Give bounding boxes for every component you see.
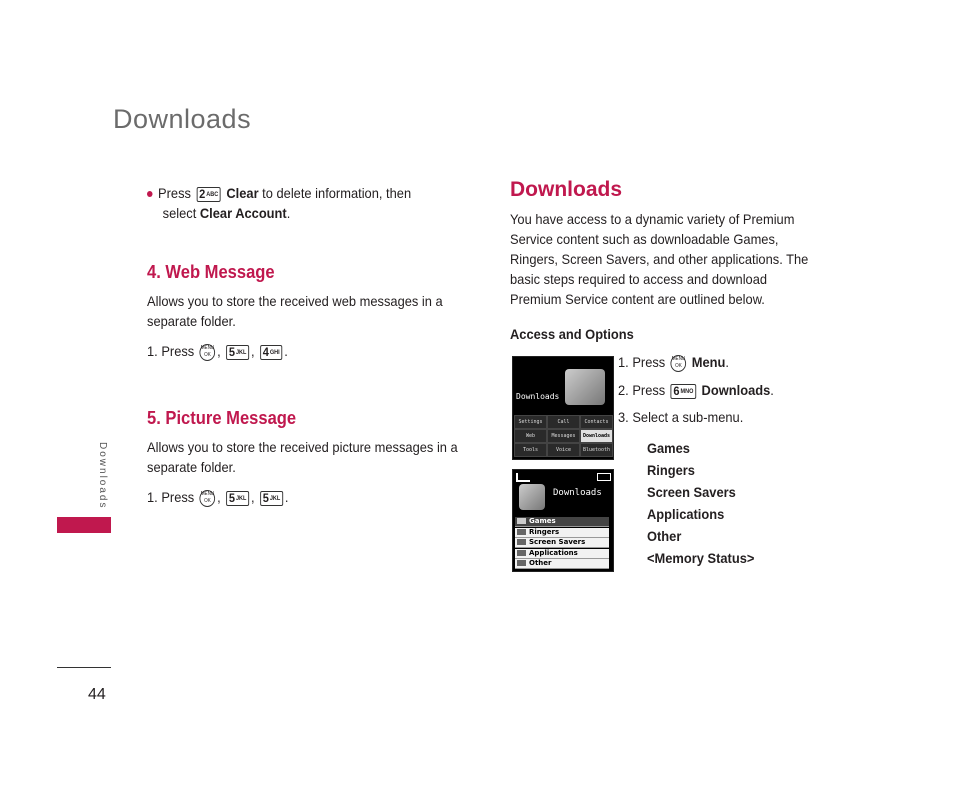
web-message-step: 1. Press MENU OK , 5JKL , 4GHI . [147, 343, 288, 359]
picture-message-description: Allows you to store the received picture messages in a separate folder. [147, 439, 458, 475]
press-text: Press [158, 185, 191, 201]
list-item-screen-savers: Screen Savers [515, 538, 609, 548]
bullet-rest-text: to delete information, then [262, 185, 412, 201]
menu-cell-tools: Tools [514, 443, 547, 457]
phone-screen-main-menu [512, 356, 614, 460]
step-3: 3. Select a sub-menu. [618, 409, 744, 425]
period: . [286, 205, 291, 221]
step-2: 2. Press 6MNO Downloads. [618, 382, 774, 398]
sidebar-tab-marker [57, 517, 111, 533]
phone-screen-downloads [512, 469, 614, 572]
submenu-item-other: Other [647, 528, 682, 544]
folder-icon [565, 369, 605, 405]
screen-title: Downloads [516, 392, 560, 401]
screen-title: Downloads [553, 488, 602, 498]
submenu-item-screen-savers: Screen Savers [647, 484, 736, 500]
submenu-item-ringers: Ringers [647, 462, 695, 478]
menu-cell-settings: Settings [514, 415, 547, 429]
menu-cell-web: Web [514, 429, 547, 443]
menu-cell-bluetooth: Bluetooth [580, 443, 613, 457]
web-message-heading: 4. Web Message [147, 262, 275, 282]
folder-icon [519, 484, 545, 510]
key-5-jkl-icon: 5JKL [226, 491, 249, 506]
menu-cell-downloads: Downloads [580, 429, 613, 443]
downloads-intro: You have access to a dynamic variety of Premium Service content such as downloadable Games, Ringers, Screen Savers, and other applications. The basic steps required to access and download Premium Service content are outlined below. [510, 211, 809, 307]
step-1: 1. Press MENU OK Menu. [618, 354, 729, 370]
web-message-description: Allows you to store the received web messages in a separate folder. [147, 293, 443, 329]
menu-cell-call-history: Call [547, 415, 580, 429]
menu-ok-key-icon: MENU OK [200, 344, 216, 361]
menu-ok-key-icon: MENU OK [671, 355, 687, 372]
key-2-abc-icon: 2ABC [196, 187, 221, 202]
picture-message-heading: 5. Picture Message [147, 408, 297, 428]
access-options-heading: Access and Options [510, 326, 634, 342]
list-item-other: Other [515, 559, 609, 569]
submenu-item-memory-status: <Memory Status> [647, 550, 755, 566]
key-5-jkl-icon: 5JKL [260, 491, 283, 506]
signal-icon [516, 473, 530, 482]
key-5-jkl-icon: 5JKL [226, 345, 249, 360]
page-number: 44 [88, 686, 106, 703]
menu-cell-messages: Messages [547, 429, 580, 443]
list-item-applications: Applications [515, 549, 609, 559]
select-text: select [162, 205, 197, 221]
downloads-heading: Downloads [510, 178, 623, 201]
key-6-mno-icon: 6MNO [671, 384, 696, 399]
menu-ok-key-icon: MENU OK [200, 490, 216, 507]
battery-icon [597, 473, 611, 481]
menu-cell-voice-services: Voice [547, 443, 580, 457]
page-title: Downloads [113, 104, 252, 134]
footer-divider [57, 667, 111, 668]
submenu-item-games: Games [647, 440, 690, 456]
menu-cell-contacts: Contacts [580, 415, 613, 429]
list-item-ringers: Ringers [515, 528, 609, 538]
bullet-icon [147, 191, 153, 197]
clear-account-bullet [147, 183, 451, 223]
key-4-ghi-icon: 4GHI [260, 345, 282, 360]
sidebar-section-label: Downloads [97, 442, 108, 510]
picture-message-step: 1. Press MENU OK , 5JKL , 5JKL . [147, 489, 289, 505]
clear-account-label: Clear Account [199, 205, 287, 221]
submenu-list [647, 437, 754, 569]
clear-label: Clear [226, 185, 259, 201]
list-item-games: Games [515, 517, 609, 527]
submenu-item-applications: Applications [647, 506, 725, 522]
